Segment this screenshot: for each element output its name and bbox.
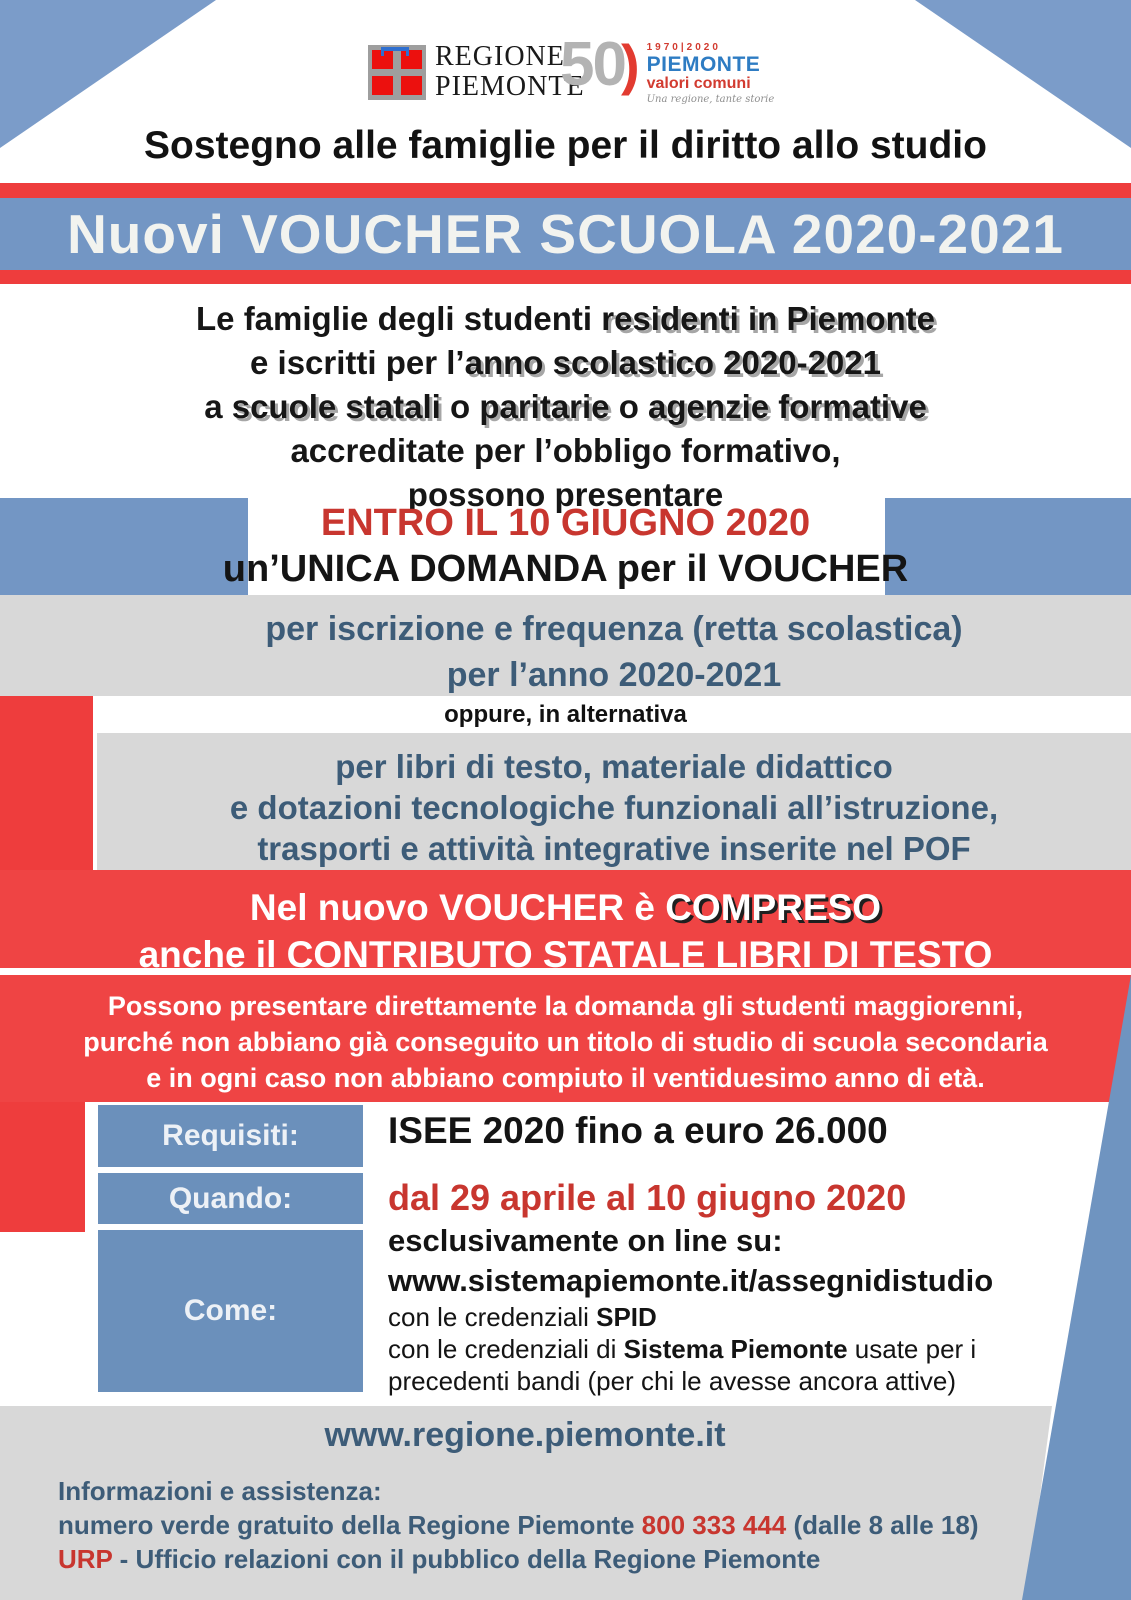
option-b-line2: e dotazioni tecnologiche funzionali all’istruzione, <box>229 789 999 826</box>
anniversary-subtitle: valori comuni <box>646 75 751 92</box>
adult-note-line1: Possono presentare direttamente la domanda gli studenti maggiorenni, <box>107 991 1024 1021</box>
come-label: Come: <box>183 1294 278 1327</box>
voucher-banner-line2: anche il CONTRIBUTO STATALE LIBRI DI TESTO <box>138 934 993 975</box>
regione-logo-line2: PIEMONTE <box>435 71 585 102</box>
regione-logo-line1: REGIONE <box>435 41 565 72</box>
footer-website: www.regione.piemonte.it <box>324 1416 726 1454</box>
anniversary-brand: PIEMONTE <box>646 53 761 76</box>
intro-line3-highlight-1: scuole statali <box>231 388 441 425</box>
page-title: Sostegno alle famiglie per il diritto allo studio <box>144 124 987 167</box>
intro-line-1 <box>0 297 1131 341</box>
intro-line-4: accreditate per l’obbligo formativo, <box>290 432 841 469</box>
regione-piemonte-crest-icon <box>368 45 426 100</box>
voucher-banner-line1-text: Nel nuovo VOUCHER è <box>249 887 666 928</box>
intro-line3-sep-1: o <box>440 388 480 425</box>
urp-text: - Ufficio relazioni con il pubblico della Regione Piemonte <box>112 1544 821 1574</box>
voucher-title-banner: Nuovi VOUCHER SCUOLA 2020-2021 <box>0 198 1131 270</box>
red-stripe-top <box>0 183 1131 198</box>
come-line4-sistema-piemonte: Sistema Piemonte <box>623 1334 848 1364</box>
come-line5: precedenti bandi (per chi le avesse ancora attive) <box>388 1366 956 1396</box>
red-side-column-left <box>0 1102 85 1232</box>
intro-paragraph <box>0 297 1131 517</box>
crest-lambello-icon <box>381 47 409 56</box>
come-line2-url: www.sistemapiemonte.it/assegnidistudio <box>388 1263 994 1298</box>
option-a-line2: per l’anno 2020-2021 <box>446 656 782 694</box>
come-line1: esclusivamente on line su: <box>388 1223 783 1258</box>
assistance-title: Informazioni e assistenza: <box>58 1476 382 1506</box>
intro-line1-highlight: residenti in Piemonte <box>601 300 935 337</box>
anniversary-50-number: 50 <box>560 30 625 99</box>
alternative-label: oppure, in alternativa <box>444 701 687 728</box>
option-b-line3: trasporti e attività integrative inserite nel POF <box>257 830 971 867</box>
come-line3 <box>388 1301 1118 1333</box>
anniversary-paren-icon: ) <box>620 33 640 96</box>
assistance-phone-line <box>58 1508 978 1542</box>
intro-line-2 <box>0 341 1131 385</box>
adult-students-note <box>0 988 1131 1096</box>
intro-line2-highlight: anno scolastico 2020-2021 <box>464 344 881 381</box>
intro-line2-text: e iscritti per l’ <box>250 344 465 381</box>
come-line3-text: con le credenziali <box>388 1302 597 1332</box>
come-line4 <box>388 1333 1118 1365</box>
intro-line1-text: Le famiglie degli studenti <box>196 300 602 337</box>
quando-value: dal 29 aprile al 10 giugno 2020 <box>388 1177 907 1218</box>
option-b-line1: per libri di testo, materiale didattico <box>335 748 893 785</box>
assistance-urp-line <box>58 1542 978 1576</box>
quando-label: Quando: <box>168 1181 293 1215</box>
intro-line-5: possono presentare <box>407 476 724 513</box>
intro-line3-sep-2: o <box>609 388 649 425</box>
anniversary-50-logo <box>560 30 775 105</box>
intro-line3-highlight-2: paritarie <box>479 388 610 425</box>
phone-number: 800 333 444 <box>641 1510 787 1540</box>
come-value-block <box>388 1221 1118 1397</box>
deadline-date: ENTRO IL 10 GIUGNO 2020 <box>320 502 811 544</box>
voucher-banner-line1 <box>40 884 1091 931</box>
option-b-text <box>97 746 1131 869</box>
footer-assistance-block <box>58 1474 978 1576</box>
come-line4-text: con le credenziali di <box>388 1334 624 1364</box>
requisiti-label-box <box>98 1105 363 1167</box>
deadline-block <box>0 500 1131 592</box>
regione-piemonte-logo <box>368 42 585 102</box>
requisiti-value: ISEE 2020 fino a euro 26.000 <box>388 1110 888 1151</box>
adult-note-line3: e in ogni caso non abbiano compiuto il ventiduesimo anno di età. <box>146 1063 985 1093</box>
intro-line3-highlight-3: agenzie formative <box>648 388 927 425</box>
phone-line-hours: (dalle 8 alle 18) <box>786 1510 979 1540</box>
option-a-text <box>97 606 1131 698</box>
urp-label: URP <box>58 1544 113 1574</box>
intro-line3-text: a <box>204 388 232 425</box>
option-a-line1: per iscrizione e frequenza (retta scolastica) <box>265 610 963 648</box>
voucher-banner-highlight: COMPRESO <box>665 887 882 928</box>
deadline-action: un’UNICA DOMANDA per il VOUCHER <box>222 548 909 590</box>
quando-label-box <box>98 1173 363 1224</box>
come-label-box <box>98 1230 363 1392</box>
come-line3-spid: SPID <box>596 1302 657 1332</box>
anniversary-years: 1970|2020 <box>646 42 721 53</box>
voucher-banner-text <box>40 884 1091 978</box>
anniversary-tagline: Una regione, tante storie <box>646 94 775 105</box>
phone-line-text: numero verde gratuito della Regione Piemonte <box>58 1510 642 1540</box>
requisiti-label: Requisiti: <box>162 1119 299 1152</box>
anniversary-text-block <box>647 34 775 105</box>
adult-note-line2: purché non abbiano già conseguito un titolo di studio di scuola secondaria <box>83 1027 1048 1057</box>
come-line4-post: usate per i <box>847 1334 977 1364</box>
red-stripe-bottom <box>0 270 1131 284</box>
intro-line-3 <box>0 385 1131 429</box>
